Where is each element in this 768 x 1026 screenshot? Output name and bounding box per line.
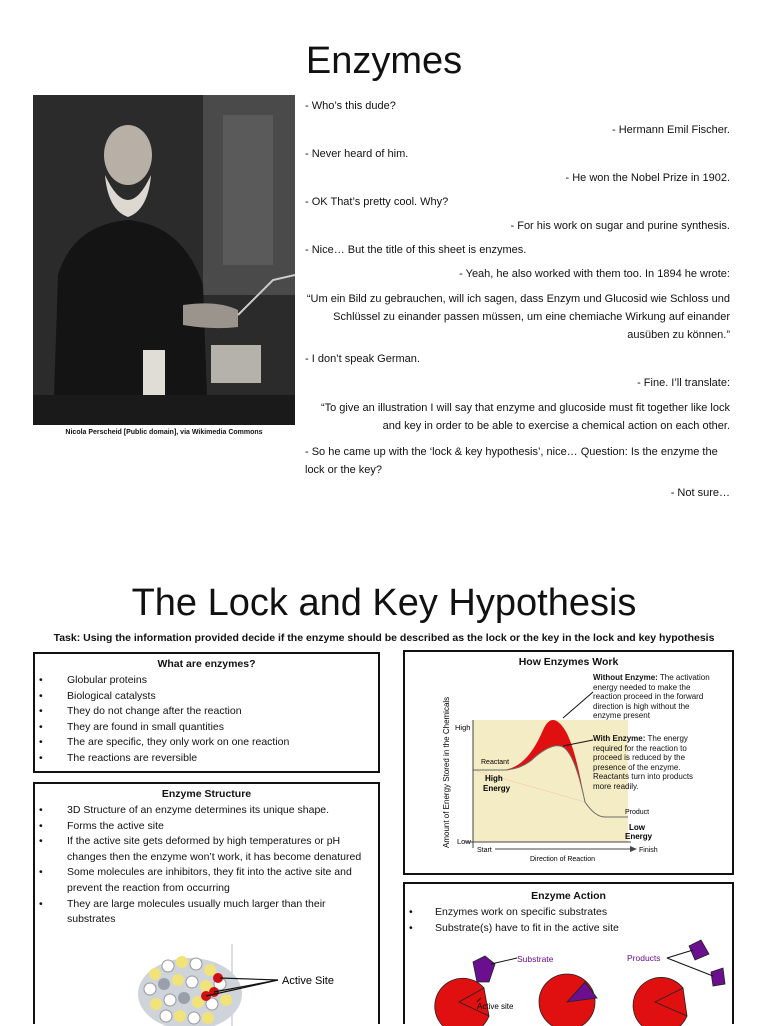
list-item: • Substrate(s) have to fit in the active site <box>407 921 730 937</box>
list-item: • Globular proteins <box>37 673 376 689</box>
list-item: • The reactions are reversible <box>37 751 376 767</box>
portrait-illustration <box>33 95 295 425</box>
high-energy-label: High <box>485 774 503 783</box>
dialogue-line: - So he came up with the ‘lock & key hypothesis’, nice… Question: Is the enzyme the lock or the key? <box>305 446 718 476</box>
dialogue-line: - Hermann Emil Fischer. <box>612 124 730 136</box>
photo-credit: Nicola Perscheid [Public domain], via Wikimedia Commons <box>65 429 263 436</box>
structure-list <box>37 803 376 928</box>
box-heading: Enzyme Structure <box>161 788 252 800</box>
with-enzyme-note <box>593 734 713 792</box>
how-enzymes-work-box <box>403 650 734 875</box>
start-label: Start <box>477 847 492 854</box>
what-are-enzymes-box <box>33 652 380 773</box>
dialogue-line: - He won the Nobel Prize in 1902. <box>565 172 730 184</box>
dialogue-line: - Nice… But the title of this sheet is enzymes. <box>305 244 527 256</box>
english-quote: “To give an illustration I will say that enzyme and glucoside must fit together like lock and key in order to be able to exercise a chemical action on each other. <box>320 402 730 432</box>
y-axis-label: Amount of Energy Stored in the Chemicals <box>442 696 451 848</box>
without-enzyme-title: Without Enzyme: <box>593 673 658 682</box>
portrait-photo <box>33 95 295 425</box>
list-item: • They are large molecules usually much larger than their substrates <box>37 897 376 928</box>
product-label: Product <box>625 809 650 816</box>
list-item: • The are specific, they only work on one reaction <box>37 735 376 751</box>
dialogue-line: - Yeah, he also worked with them too. In 1894 he wrote: <box>459 268 730 280</box>
list-item: • If the active site gets deformed by high temperatures or pH changes then the enzyme won’t work, it has become denatured <box>37 834 376 865</box>
active-site-label: Active site <box>477 1002 514 1011</box>
active-site-label: Active Site <box>282 975 334 987</box>
x-axis-label: Direction of Reaction <box>530 856 595 863</box>
dialogue-line: - Who’s this dude? <box>305 100 396 112</box>
list-item: • Some molecules are inhibitors, they fit into the active site and prevent the reaction from occurring <box>37 865 376 896</box>
dialogue-line: - For his work on sugar and purine synthesis. <box>510 220 730 232</box>
list-item: • Enzymes work on specific substrates <box>407 905 730 921</box>
reactant-label: Reactant <box>481 759 510 766</box>
products-label: Products <box>627 953 661 963</box>
box-heading: How Enzymes Work <box>518 656 619 668</box>
dialogue-line: - I don’t speak German. <box>305 353 420 365</box>
section-title: The Lock and Key Hypothesis <box>131 582 637 624</box>
high-label: High <box>455 723 471 732</box>
without-enzyme-note <box>593 673 713 721</box>
enzyme-action-box <box>403 882 734 1024</box>
dialogue-line: - OK That’s pretty cool. Why? <box>305 196 449 208</box>
box-heading: What are enzymes? <box>157 658 256 670</box>
high-energy-label: Energy <box>483 784 511 793</box>
list-item: • 3D Structure of an enzyme determines its unique shape. <box>37 803 376 819</box>
substrate-label: Substrate <box>517 954 554 964</box>
dialogue-line: - Fine. I’ll translate: <box>637 377 730 389</box>
with-enzyme-text: The energy required for the reaction to proceed is reduced by the presence of the enzyme. Reactants turn into products more readily. <box>593 734 694 791</box>
list-item: • They do not change after the reaction <box>37 704 376 720</box>
finish-label: Finish <box>639 847 658 854</box>
dialogue-line: - Not sure… <box>670 487 730 499</box>
with-enzyme-title: With Enzyme: <box>593 734 646 743</box>
low-energy-label: Low <box>629 823 645 832</box>
list-item: • Forms the active site <box>37 819 376 835</box>
without-enzyme-text: The activation energy needed to make the reaction proceed in the forward direction is high without the enzyme present <box>593 673 710 721</box>
enzyme-structure-box <box>33 782 380 1024</box>
what-list <box>37 673 376 767</box>
enzyme-action-diagram <box>405 938 732 1026</box>
low-energy-label: Energy <box>625 832 653 841</box>
german-quote: “Um ein Bild zu gebrauchen, will ich sagen, dass Enzym und Glucosid wie Schloss und Schlüssel zu einander passen müssen, um eine chemiache Wirkung auf einander ausüben zu können.” <box>306 293 730 341</box>
enzyme-molecule-diagram <box>130 944 360 1026</box>
low-label: Low <box>457 837 471 846</box>
dialogue-line: - Never heard of him. <box>305 148 409 160</box>
task-instruction: Task: Using the information provided decide if the enzyme should be described as the lock or the key in the lock and key hypothesis <box>53 632 715 644</box>
action-list <box>407 905 730 936</box>
list-item: • Biological catalysts <box>37 689 376 705</box>
list-item: • They are found in small quantities <box>37 720 376 736</box>
page-title: Enzymes <box>305 40 463 82</box>
box-heading: Enzyme Action <box>531 890 606 902</box>
